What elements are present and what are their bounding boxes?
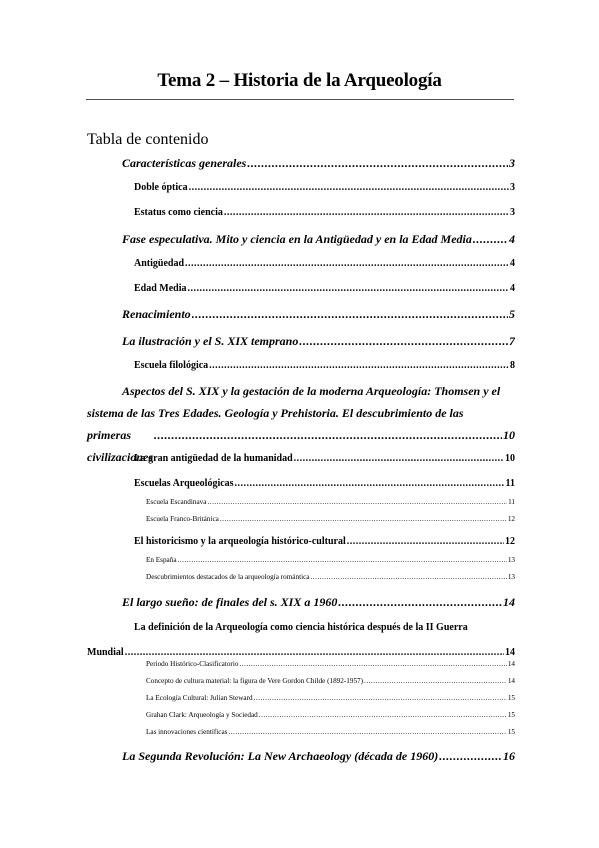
toc-entry-innovaciones-cientificas[interactable]: Las innovaciones científicas ..... 15 [146,728,515,736]
toc-entry-largo-sueno[interactable]: El largo sueño: de finales del s. XIX a 1960 ..... 14 [122,595,515,610]
toc-entry-escuelas-arqueologicas[interactable]: Escuelas Arqueológicas ..... 11 [134,478,515,489]
dot-leader [310,573,506,581]
document-title: Tema 2 – Historia de la Arqueología [157,70,442,91]
dot-leader [228,728,506,736]
toc-entry-historicismo[interactable]: El historicismo y la arqueología histórico-cultural ..... 12 [134,536,515,547]
toc-entry-fase-especulativa[interactable]: Fase especulativa. Mito y ciencia en la Antigüedad y en la Edad Media ..... 4 [122,232,515,247]
dot-leader [224,207,509,218]
toc-entry-definicion-arqueologia[interactable]: La definición de la Arqueología como ciencia histórica después de la II Guerra Mundial ..... 14 [87,615,515,665]
toc-entry-descubrimientos-arqueologia-romantica[interactable]: Descubrimientos destacados de la arqueología romántica ..... 13 [146,573,515,581]
toc-entry-segunda-revolucion[interactable]: La Segunda Revolución: La New Archaeology (década de 1960) ..... 16 [122,749,515,764]
dot-leader [338,595,502,610]
toc-entry-aspectos-siglo-xix[interactable]: Aspectos del S. XIX y la gestación de la moderna Arqueología: Thomsen y el sistema de las Tres Edades. Geología y Prehistoria. El descubrimiento de las primeras civilizaciones ..... 10 [87,380,515,468]
dot-leader [189,182,509,193]
toc-entry-ilustracion[interactable]: La ilustración y el S. XIX temprano ..... 7 [122,334,515,349]
dot-leader [207,498,507,506]
toc-entry-renacimiento[interactable]: Renacimiento ..... 5 [122,307,515,322]
dot-leader [235,478,505,489]
dot-leader [294,453,504,464]
toc-entry-en-espana[interactable]: En España ..... 13 [146,556,515,564]
dot-leader [299,334,508,349]
dot-leader [220,515,507,523]
title-underline [86,99,514,100]
dot-leader [364,677,507,685]
dot-leader [347,536,504,547]
dot-leader [192,307,508,322]
toc-entry-estatus-como-ciencia[interactable]: Estatus como ciencia ..... 3 [134,207,515,218]
dot-leader [247,156,508,171]
toc-entry-caracteristicas-generales[interactable]: Características generales ..... 3 [122,156,515,171]
dot-leader [154,424,502,446]
toc-entry-antiguedad[interactable]: Antigüedad ..... 4 [134,258,515,269]
toc-entry-doble-optica[interactable]: Doble óptica ..... 3 [134,182,515,193]
toc-entry-ecologia-cultural[interactable]: La Ecología Cultural: Julian Steward ..... 15 [146,694,515,702]
toc-entry-gran-antiguedad[interactable]: La gran antigüedad de la humanidad ..... 10 [134,453,515,464]
toc-entry-grahan-clark[interactable]: Grahan Clark: Arqueología y Sociedad ..... 15 [146,711,515,719]
toc-entry-escuela-escandinava[interactable]: Escuela Escandinava ..... 11 [146,498,515,506]
dot-leader [185,258,509,269]
dot-leader [178,556,507,564]
toc-entry-periodo-historico-clasificatorio[interactable]: Periodo Histórico-Clasificatorio ..... 14 [146,660,515,668]
dot-leader [259,711,507,719]
toc-entry-cultura-material-childe[interactable]: Concepto de cultura material: la figura de Vere Gordon Childe (1892-1957) ..... 14 [146,677,515,685]
toc-heading: Tabla de contenido [87,131,209,148]
dot-leader [209,360,509,371]
dot-leader [188,283,509,294]
toc-entry-escuela-franco-britanica[interactable]: Escuela Franco-Británica ..... 12 [146,515,515,523]
dot-leader [439,749,502,764]
toc-entry-edad-media[interactable]: Edad Media ..... 4 [134,283,515,294]
toc-entry-escuela-filologica[interactable]: Escuela filológica ..... 8 [134,360,515,371]
dot-leader [254,694,507,702]
dot-leader [239,660,506,668]
dot-leader [473,232,508,247]
